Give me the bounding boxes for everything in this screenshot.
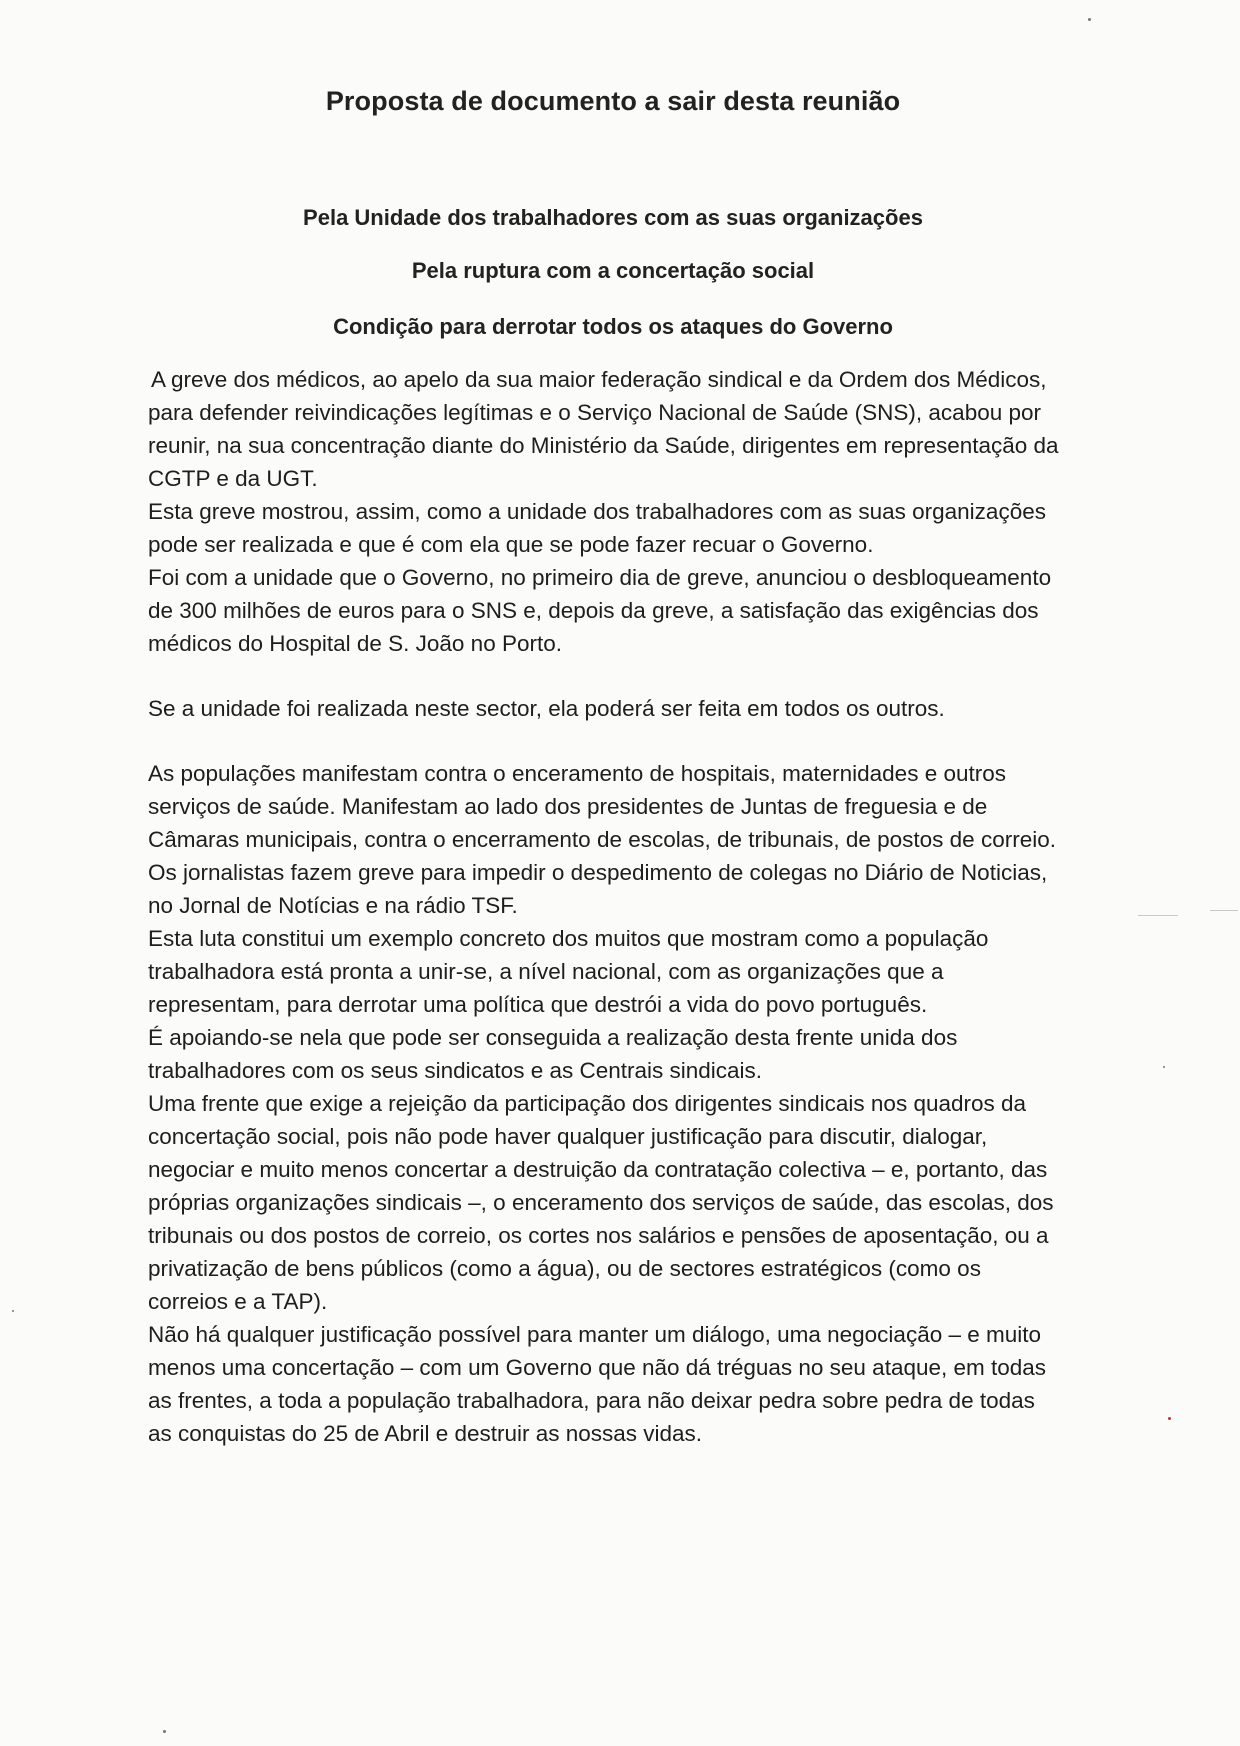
paragraph-gap [148, 660, 1158, 692]
paper-fold-line [1138, 915, 1178, 916]
body-line: tribunais ou dos postos de correio, os cortes nos salários e pensões de aposentação, ou a [148, 1223, 1049, 1248]
body-line: de 300 milhões de euros para o SNS e, depois da greve, a satisfação das exigências dos [148, 598, 1039, 623]
body-line: próprias organizações sindicais –, o enceramento dos serviços de saúde, das escolas, dos [148, 1190, 1054, 1215]
body-line: médicos do Hospital de S. João no Porto. [148, 631, 562, 656]
body-line: Foi com a unidade que o Governo, no primeiro dia de greve, anunciou o desbloqueamento [148, 565, 1052, 590]
body-line: Esta greve mostrou, assim, como a unidade dos trabalhadores com as suas organizações [148, 499, 1046, 524]
headline-unity: Pela Unidade dos trabalhadores com as suas organizações [303, 205, 923, 230]
body-line: no Jornal de Notícias e na rádio TSF. [148, 893, 518, 918]
body-line: negociar e muito menos concertar a destruição da contratação colectiva – e, portanto, das [148, 1157, 1048, 1182]
body-line: representam, para derrotar uma política que destrói a vida do povo português. [148, 992, 928, 1017]
body-line: CGTP e da UGT. [148, 466, 318, 491]
body-line: correios e a TAP). [148, 1289, 328, 1314]
body-line: Não há qualquer justificação possível para manter um diálogo, uma negociação – e muito [148, 1322, 1042, 1347]
document-title: Proposta de documento a sair desta reunião [325, 86, 901, 116]
document-body [148, 363, 1158, 1450]
headline-rupture: Pela ruptura com a concertação social [411, 258, 815, 283]
body-line: pode ser realizada e que é com ela que se pode fazer recuar o Governo. [148, 532, 874, 557]
body-line: menos uma concertação – com um Governo que não dá tréguas no seu ataque, em todas [148, 1355, 1047, 1380]
headline-condition: Condição para derrotar todos os ataques do Governo [333, 314, 893, 339]
paper-fold-line [1210, 910, 1238, 911]
scan-speck [1163, 1066, 1165, 1068]
scan-speck [163, 1730, 166, 1733]
body-line: Uma frente que exige a rejeição da participação dos dirigentes sindicais nos quadros da [148, 1091, 1027, 1116]
body-line: Esta luta constitui um exemplo concreto dos muitos que mostram como a população [148, 926, 989, 951]
scan-speck [1168, 1417, 1171, 1420]
body-line: É apoiando-se nela que pode ser conseguida a realização desta frente unida dos [148, 1025, 958, 1050]
body-line: para defender reivindicações legítimas e o Serviço Nacional de Saúde (SNS), acabou por [148, 400, 1042, 425]
body-line: Se a unidade foi realizada neste sector, ela poderá ser feita em todos os outros. [148, 696, 945, 721]
body-line: trabalhadores com os seus sindicatos e as Centrais sindicais. [148, 1058, 763, 1083]
scan-speck [1088, 18, 1091, 21]
body-line: concertação social, pois não pode haver qualquer justificação para discutir, dialogar, [148, 1124, 988, 1149]
body-line: serviços de saúde. Manifestam ao lado dos presidentes de Juntas de freguesia e de [148, 794, 988, 819]
body-line: as frentes, a toda a população trabalhadora, para não deixar pedra sobre pedra de todas [148, 1388, 1035, 1413]
body-line: privatização de bens públicos (como a água), ou de sectores estratégicos (como os [148, 1256, 981, 1281]
scan-speck [12, 1310, 14, 1312]
body-line: Os jornalistas fazem greve para impedir o despedimento de colegas no Diário de Noticias, [148, 860, 1048, 885]
paragraph-gap [148, 725, 1158, 757]
body-line: trabalhadora está pronta a unir-se, a nível nacional, com as organizações que a [148, 959, 944, 984]
body-line: as conquistas do 25 de Abril e destruir as nossas vidas. [148, 1421, 703, 1446]
body-line: A greve dos médicos, ao apelo da sua maior federação sindical e da Ordem dos Médicos, [151, 367, 1047, 392]
body-line: As populações manifestam contra o enceramento de hospitais, maternidades e outros [148, 761, 1006, 786]
body-line: reunir, na sua concentração diante do Ministério da Saúde, dirigentes em representação da [148, 433, 1059, 458]
body-line: Câmaras municipais, contra o encerramento de escolas, de tribunais, de postos de correio. [148, 827, 1056, 852]
